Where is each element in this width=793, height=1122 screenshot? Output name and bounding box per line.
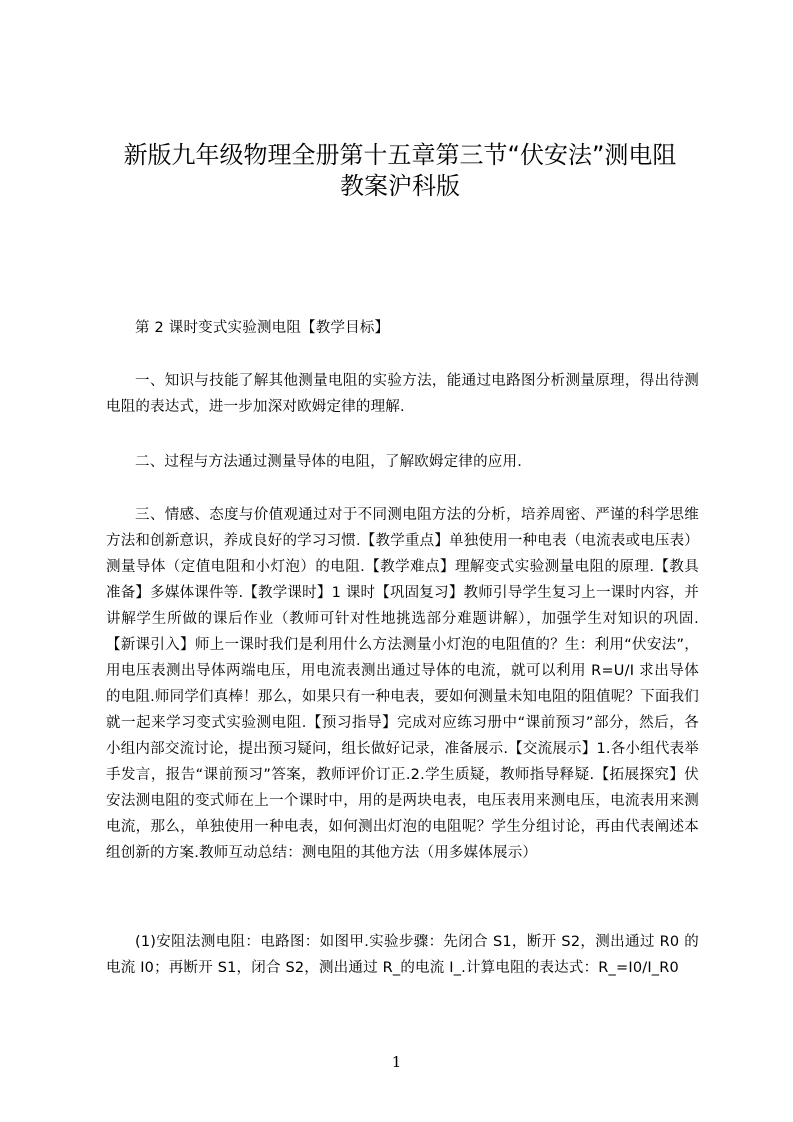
lesson-subtitle: 第 2 课时变式实验测电阻【教学目标】 (135, 320, 390, 336)
paragraph-knowledge-skills: 一、知识与技能了解其他测量电阻的实验方法，能通过电路图分析测量原理，得出待测电阻的表达式，进一步加深对欧姆定律的理解. (106, 373, 699, 415)
document-title-line-2: 教案沪科版 (340, 172, 460, 200)
page-number: 1 (391, 1053, 402, 1071)
paragraph-process-method: 二、过程与方法通过测量导体的电阻，了解欧姆定律的应用. (135, 454, 523, 470)
paragraph-emotion-attitude: 三、情感、态度与价值观通过对于不同测电阻方法的分析，培养周密、严谨的科学思维方法和创新意识，养成良好的学习习惯.【教学重点】单独使用一种电表（电流表或电压表）测量导体（定值电阻和小灯泡）的电阻.【教学难点】理解变式实验测量电阻的原理.【教具准备】多媒体课件等.【教学课时】1 课时【巩固复习】教师引导学生复习上一课时内容，并讲解学生所做的课后作业（教师可针对性地挑选部分难题讲解），加强学生对知识的巩固.【新课引入】师上一课时我们是利用什么方法测量小灯泡的电阻值的？生：利用“伏安法”，用电压表测出导体两端电压，用电流表测出通过导体的电流，就可以利用 R=U/I 求出导体的电阻.师同学们真棒！那么，如果只有一种电表，要如何测量未知电阻的阻值呢？下面我们就一起来学习变式实验测电阻.【预习指导】完成对应练习册中“课前预习”部分，然后，各小组内部交流讨论，提出预习疑问，组长做好记录，准备展示.【交流展示】1.各小组代表举手发言，报告“课前预习”答案，教师评价订正.2.学生质疑，教师指导释疑.【拓展探究】伏安法测电阻的变式师在上一个课时中，用的是两块电表，电压表用来测电压，电流表用来测电流，那么，单独使用一种电表，如何测出灯泡的电阻呢？学生分组讨论，再由代表阐述本组创新的方案.教师互动总结：测电阻的其他方法（用多媒体展示） (106, 507, 699, 861)
document-title (100, 140, 700, 202)
paragraph-ammeter-resistance-method: (1)安阻法测电阻：电路图：如图甲.实验步骤：先闭合 S1，断开 S2，测出通过 R0 的电流 I0；再断开 S1，闭合 S2，测出通过 R_的电流 I_.计算电阻的表达式：R_=I0/I_R0 (106, 934, 699, 976)
document-title-line-1: 新版九年级物理全册第十五章第三节“伏安法”测电阻 (123, 141, 677, 169)
